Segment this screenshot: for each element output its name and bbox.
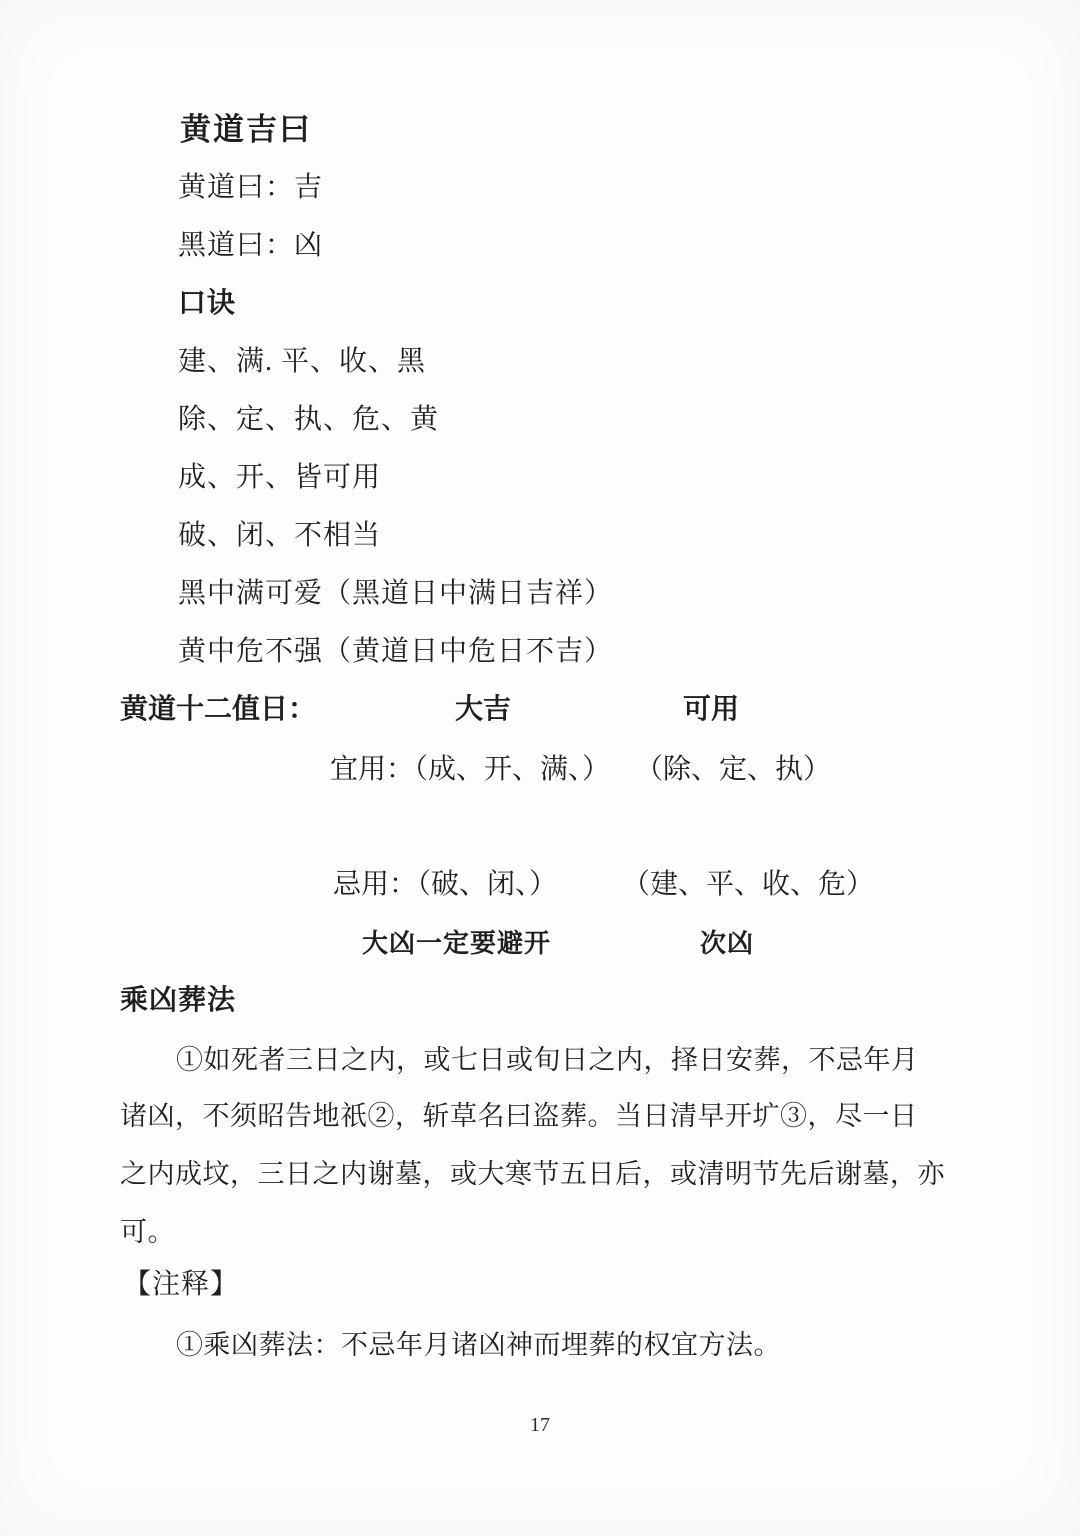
huangdao-line: 黄道曰：吉 [178,172,324,203]
koujue-line: 黄中危不强（黄道日中危日不吉） [178,636,614,667]
zhiri-header-row [0,681,1080,739]
jiyong-col1: 忌用：（破、闭、） [333,869,558,900]
yiyong-row [0,741,1080,799]
daxiong-label: 大凶一定要避开 [362,928,552,958]
zhiri-label: 黄道十二值日： [120,694,317,725]
yiyong-col2: （除、定、执） [635,754,832,785]
burial-paragraph-line: ①如死者三日之内，或七日或旬日之内，择日安葬，不忌年月 [176,1045,919,1075]
yiyong-col1: 宜用：（成、开、满、） [330,754,611,785]
zhiri-col2-header: 可用 [683,694,740,725]
koujue-line: 建、满. 平、收、黑 [178,346,427,377]
burial-heading: 乘凶葬法 [120,984,237,1015]
jiyong-row [0,856,1080,914]
jiyong-col2: （建、平、收、危） [622,869,875,900]
koujue-line: 黑中满可爱（黑道日中满日吉祥） [178,578,614,609]
koujue-heading: 口诀 [178,288,237,319]
note-line: ①乘凶葬法：不忌年月诸凶神而埋葬的权宜方法。 [176,1330,781,1360]
daxiong-row [0,914,1080,972]
heidao-line: 黑道曰：凶 [178,230,324,261]
burial-paragraph-line: 诸凶，不须昭告地祇②，斩草名曰盗葬。当日清早开圹③，尽一日 [120,1101,918,1131]
koujue-line: 成、开、皆可用 [178,462,382,493]
koujue-line: 破、闭、不相当 [178,520,382,551]
cixiong-label: 次凶 [700,928,755,958]
koujue-line: 除、定、执、危、黄 [178,404,440,435]
burial-paragraph-line: 之内成坟，三日之内谢墓，或大寒节五日后，或清明节先后谢墓，亦 [120,1159,945,1189]
zhiri-col1-header: 大吉 [455,694,512,725]
notes-heading: 【注释】 [123,1269,240,1300]
page-title: 黄道吉曰 [180,112,312,147]
page-number: 17 [530,1414,550,1436]
burial-paragraph-line: 可。 [120,1217,175,1247]
